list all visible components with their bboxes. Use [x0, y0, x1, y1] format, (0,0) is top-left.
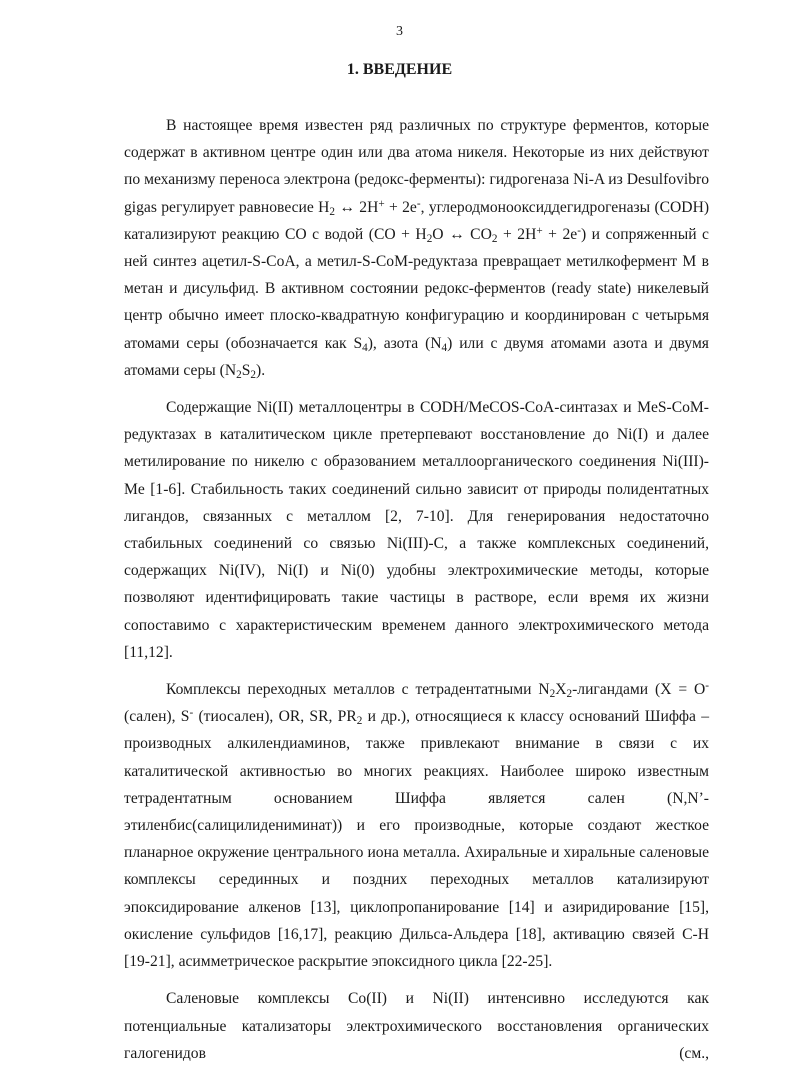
subscript: 2	[356, 715, 363, 728]
paragraph-3	[124, 676, 709, 975]
text-run: X	[555, 681, 567, 699]
subscript: 4	[362, 341, 368, 354]
text-run: + 2H	[497, 225, 537, 243]
text-run: ) и сопряженный с ней синтез ацетил-S-CoA, а метил-S-CoM-редуктаза превращает метилкофермент M в метан и дисульфид. В активном состоянии редокс-ферментов (ready state) никелевый центр обычно имеет плоско-квадратную конфигурацию и координирован с четырьмя атомами серы (обозначается как S	[124, 225, 709, 352]
text-run: Комплексы переходных металлов с тетрадентатными N	[166, 681, 550, 699]
superscript: -	[577, 224, 581, 237]
text-run: , углеродмонооксиддегидрогеназы (CODH) катализируют реакцию CO с водой (CO + H	[124, 198, 710, 243]
text-run: -лигандами (X = O	[572, 681, 706, 699]
superscript: -	[189, 707, 194, 720]
text-run: + 2e	[384, 198, 417, 216]
text-run: ).	[256, 361, 266, 379]
subscript: 2	[566, 687, 573, 700]
subscript: 2	[549, 687, 556, 700]
superscript: +	[378, 197, 385, 210]
subscript: 2	[236, 368, 242, 381]
text-run: (тиосален), OR, SR, PR	[193, 708, 357, 726]
text-run: Саленовые комплексы Co(II) и Ni(II) интенсивно исследуются как потенциальные катализаторы электрохимического восстановления органических галогенидов (см.,	[124, 990, 709, 1062]
text-run: ) или с двумя атомами азота и двумя атомами серы (N	[124, 334, 709, 379]
superscript: +	[536, 224, 543, 237]
text-run: ), азота (N	[367, 334, 442, 352]
superscript: -	[416, 197, 421, 210]
text-run: ↔ 2H	[335, 198, 379, 216]
subscript: 2	[250, 368, 256, 381]
text-run: + 2e	[542, 225, 578, 243]
text-run: и др.), относящиеся к классу оснований Шиффа – производных алкилендиаминов, также привлекают внимание в связи с их каталитической активностью во многих реакциях. Наиболее широко известным тетрадентатным основанием Шиффа является сален (N,N’-этиленбис(салицилидениминат)) и его производные, которые создают жесткое планарное окружение центрального иона металла. Ахиральные и хиральные саленовые комплексы серединных и поздних переходных металлов катализируют эпоксидирование алкенов [13], циклопропанирование [14] и азиридирование [15], окисление сульфидов [16,17], реакцию Дильса-Альдера [18], активацию связей C-H [19-21], асимметрическое раскрытие эпоксидного цикла [22-25].	[124, 708, 709, 971]
text-run: O ↔ CO	[432, 225, 492, 243]
text-run: (сален), S	[124, 708, 190, 726]
text-run: Содержащие Ni(II) металлоцентры в CODH/MeCOS-CoA-синтазах и MeS-CoM-редуктазах в каталитическом цикле претерпевают восстановление до Ni(I) и далее метилирование по никелю с образованием металлоорганического соединения Ni(III)-Me [1-6]. Стабильность таких соединений сильно зависит от природы полидентатных лигандов, связанных с металлом [2, 7-10]. Для генерирования недостаточно стабильных соединений со связью Ni(III)-C, а также комплексных соединений, содержащих Ni(IV), Ni(I) и Ni(0) удобны электрохимические методы, которые позволяют идентифицировать такие частицы в растворе, если время их жизни сопоставимо с характеристическим временем данного электрохимического метода [11,12].	[124, 399, 709, 661]
section-heading: 1. ВВЕДЕНИЕ	[346, 61, 453, 78]
subscript: 2	[329, 205, 336, 218]
subscript: 2	[426, 232, 433, 245]
paragraph-4	[124, 985, 709, 1067]
text-run: В настоящее время известен ряд различных по структуре ферментов, которые содержат в активном центре один или два атома никеля. Некоторые из них действуют по механизму переноса электрона (редокс-ферменты): гидрогеназа Ni-A из Desulfovibro gigas регулирует равновесие H	[124, 117, 709, 216]
page-number: 3	[396, 24, 403, 39]
text-run: S	[241, 361, 251, 379]
body-text	[124, 112, 709, 1077]
subscript: 4	[441, 341, 448, 354]
paragraph-2	[124, 394, 709, 666]
paragraph-1	[124, 112, 709, 384]
superscript: -	[705, 680, 709, 693]
subscript: 2	[491, 232, 498, 245]
